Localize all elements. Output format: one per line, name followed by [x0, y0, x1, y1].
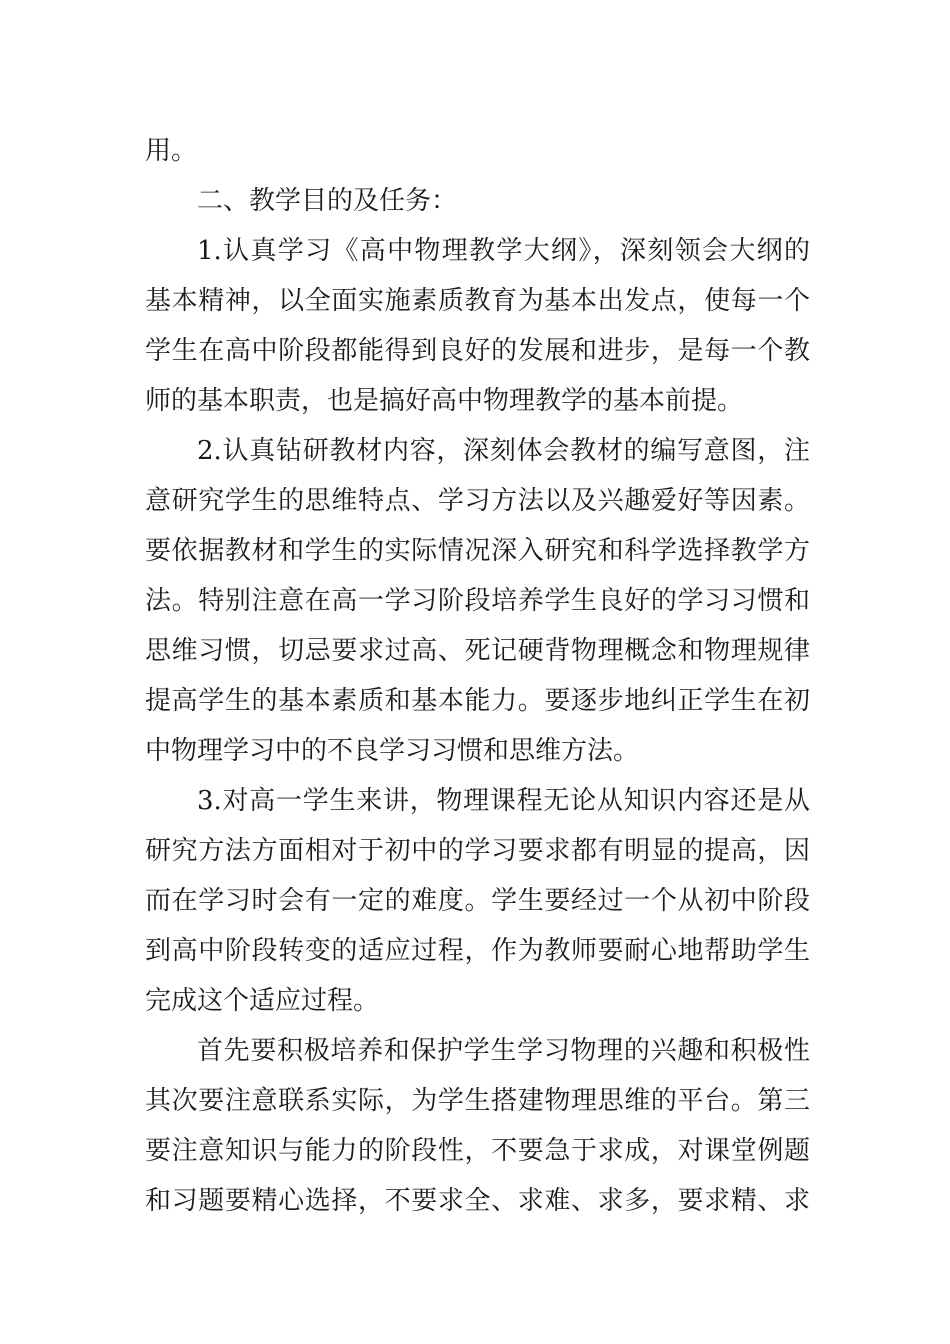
paragraph-line: 中物理学习中的不良学习习惯和思维方法。 [145, 736, 640, 766]
paragraph-line: 学生在高中阶段都能得到良好的发展和进步，是每一个教 [145, 336, 810, 366]
paragraph-line: 提高学生的基本素质和基本能力。要逐步地纠正学生在初 [145, 686, 810, 716]
document-body [145, 126, 810, 1226]
paragraph-line: 到高中阶段转变的适应过程，作为教师要耐心地帮助学生 [145, 936, 810, 966]
paragraph-line: 要注意知识与能力的阶段性，不要急于求成，对课堂例题 [145, 1136, 810, 1166]
paragraph-line: 师的基本职责，也是搞好高中物理教学的基本前提。 [145, 386, 744, 416]
paragraph-line: 和习题要精心选择，不要求全、求难、求多，要求精、求 [145, 1186, 810, 1216]
paragraph-line: 法。特别注意在高一学习阶段培养学生良好的学习习惯和 [145, 586, 810, 616]
section-heading: 二、教学目的及任务： [197, 186, 458, 216]
paragraph-line: 首先要积极培养和保护学生学习物理的兴趣和积极性 [197, 1036, 810, 1066]
paragraph-line: 1.认真学习《高中物理教学大纲》，深刻领会大纲的 [197, 236, 810, 266]
paragraph-line: 而在学习时会有一定的难度。学生要经过一个从初中阶段 [145, 886, 810, 916]
paragraph-line: 用。 [145, 136, 198, 166]
paragraph-line: 思维习惯，切忌要求过高、死记硬背物理概念和物理规律 [145, 636, 810, 666]
paragraph-line: 2.认真钻研教材内容，深刻体会教材的编写意图，注 [197, 436, 810, 466]
paragraph-line: 3.对高一学生来讲，物理课程无论从知识内容还是从 [197, 786, 810, 816]
paragraph-line: 要依据教材和学生的实际情况深入研究和科学选择教学方 [145, 536, 810, 566]
paragraph-line: 基本精神，以全面实施素质教育为基本出发点，使每一个 [145, 286, 810, 316]
paragraph-line: 研究方法方面相对于初中的学习要求都有明显的提高，因 [145, 836, 810, 866]
paragraph-line: 完成这个适应过程。 [145, 986, 380, 1016]
paragraph-line: 其次要注意联系实际，为学生搭建物理思维的平台。第三 [145, 1086, 810, 1116]
paragraph-line: 意研究学生的思维特点、学习方法以及兴趣爱好等因素。 [145, 486, 810, 516]
